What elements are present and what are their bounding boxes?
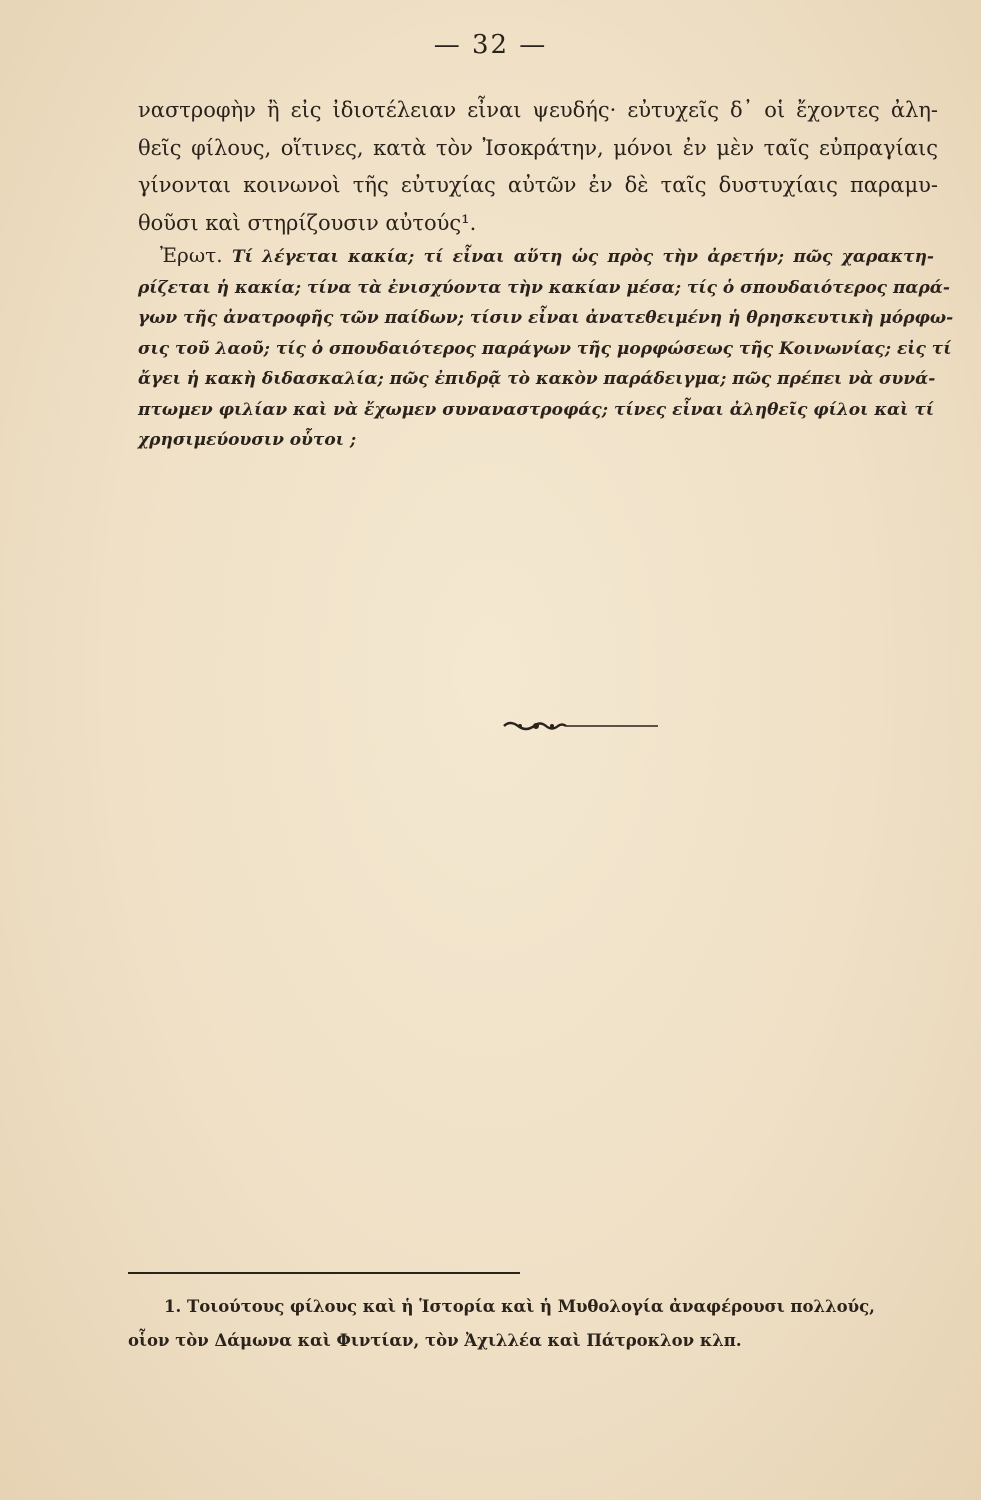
questions-line: Τί λέγεται κακία; τί εἶναι αὕτη ὡς πρὸς τὴν ἀρετήν; πῶς χαρακτη- [231,247,934,267]
main-paragraph [138,92,938,242]
questions-line: γων τῆς ἀνατροφῆς τῶν παίδων; τίσιν εἶναι ἀνατεθειμένη ἡ θρησκευτικὴ μόρφω- [138,308,954,328]
paragraph-line: ναστροφὴν ἢ εἰς ἰδιοτέλειαν εἶναι ψευδής· εὐτυχεῖς δ᾿ οἱ ἔχοντες ἀλη- [138,98,938,122]
questions-line: ρίζεται ἡ κακία; τίνα τὰ ἐνισχύοντα τὴν κακίαν μέσα; τίς ὁ σπουδαιότερος παρά- [138,277,950,298]
review-questions [138,240,954,456]
footnote-divider [128,1272,520,1274]
paragraph-line: γίνονται κοινωνοὶ τῆς εὐτυχίας αὐτῶν ἐν δὲ ταῖς δυστυχίαις παραμυ- [138,173,938,197]
paragraph-line: θεῖς φίλους, οἵτινες, κατὰ τὸν Ἰσοκράτην, μόνοι ἐν μὲν ταῖς εὐπραγίαις [138,135,938,160]
questions-line: σις τοῦ λαοῦ; τίς ὁ σπουδαιότερος παράγων τῆς μορφώσεως τῆς Κοινωνίας; εἰς τί [138,338,952,359]
page-number: — 32 — [433,30,548,60]
paragraph-line: θοῦσι καὶ στηρίζουσιν αὐτούς¹. [138,210,477,235]
questions-line: χρησιμεύουσιν οὗτοι ; [138,430,357,450]
questions-line: πτωμεν φιλίαν καὶ νὰ ἔχωμεν συναναστροφάς; τίνες εἶναι ἀληθεῖς φίλοι καὶ τί [138,399,934,420]
questions-lead: Ἐρωτ. [160,243,223,267]
footnote-line: 1. Τοιούτους φίλους καὶ ἡ Ἱστορία καὶ ἡ Μυθολογία ἀναφέρουσι πολλούς, [164,1297,875,1316]
questions-line: ἄγει ἡ κακὴ διδασκαλία; πῶς ἐπιδρᾷ τὸ κακὸν παράδειγμα; πῶς πρέπει νὰ συνά- [138,369,936,389]
footnote [128,1290,938,1358]
section-ornament [500,719,660,733]
footnote-line: οἷον τὸν Δάμωνα καὶ Φιντίαν, τὸν Ἀχιλλέα καὶ Πάτροκλον κλπ. [128,1331,742,1350]
questions-first-line [138,240,934,273]
